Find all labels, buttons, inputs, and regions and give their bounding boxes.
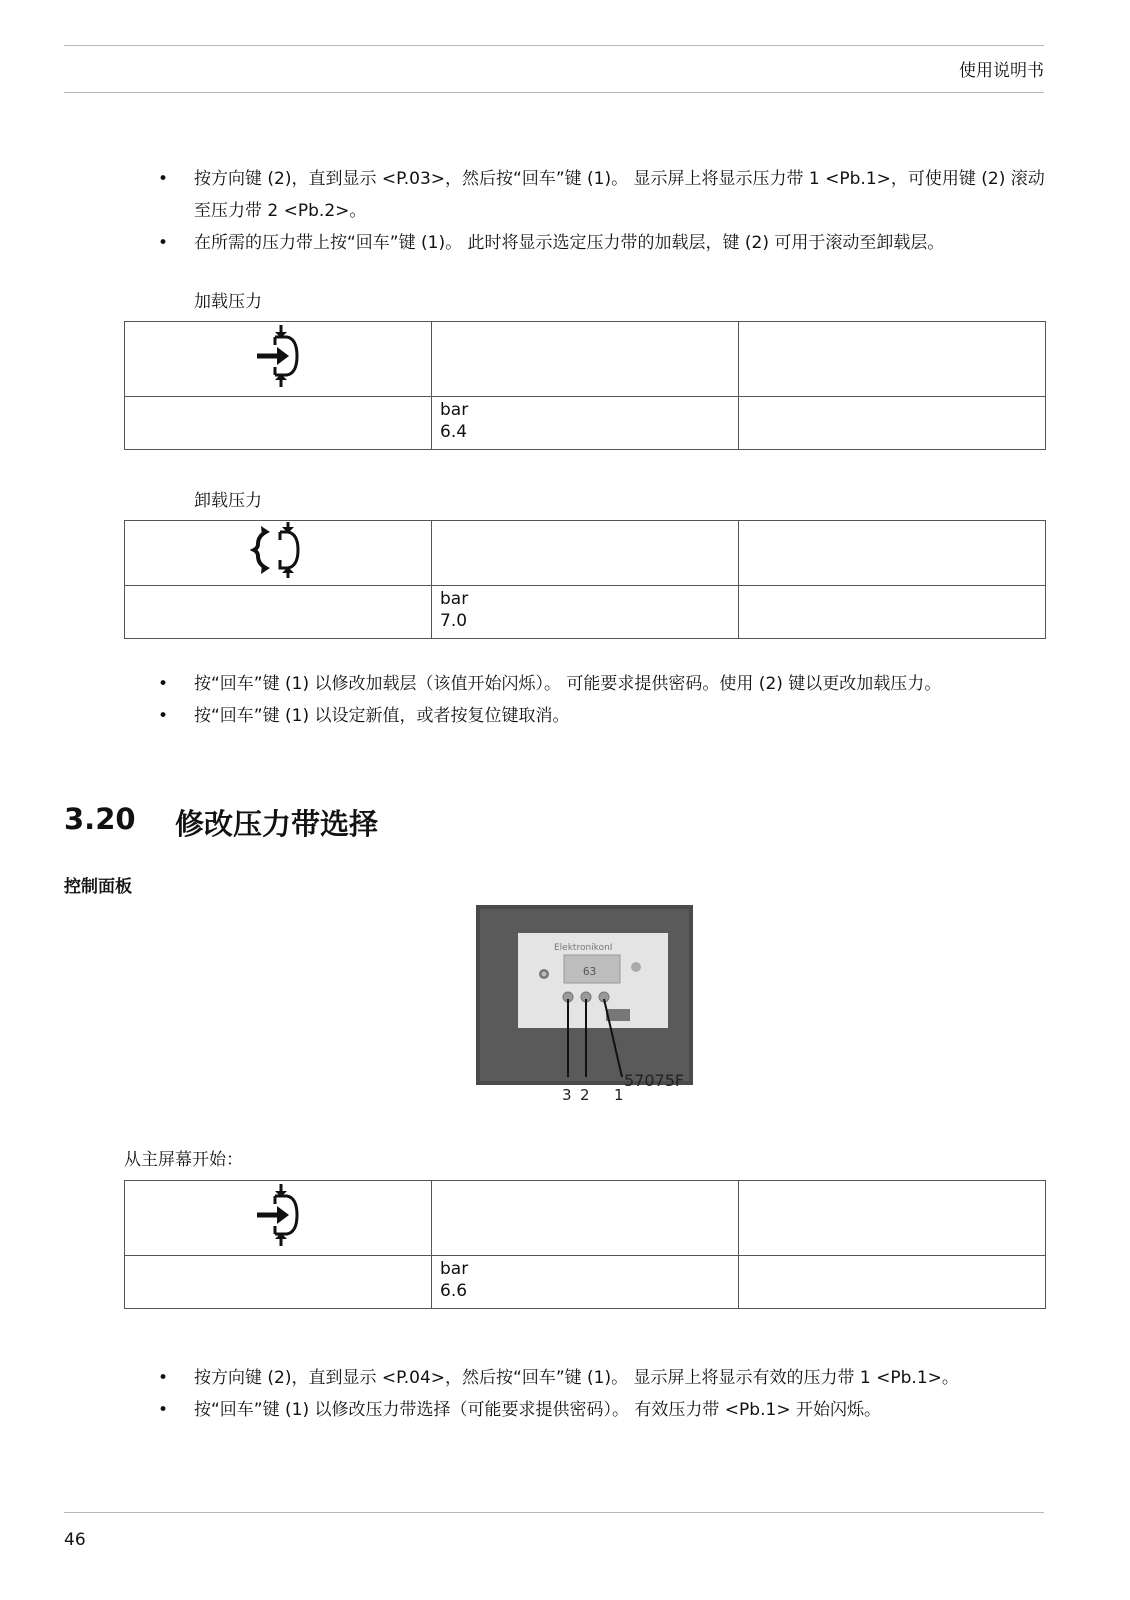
header-rule-top xyxy=(64,45,1044,46)
panel-brand-text: ElektronikonI xyxy=(554,943,613,953)
table-cell xyxy=(739,1256,1046,1309)
bullet-item: • 按方向键 (2)，直到显示 <P.04>，然后按“回车”键 (1)。 显示屏上将显示有效的压力带 1 <Pb.1>。 xyxy=(158,1362,1048,1394)
unit-text: bar xyxy=(440,589,469,609)
icon-cell xyxy=(125,521,432,586)
table-cell xyxy=(125,1256,432,1309)
bullet-list-modify xyxy=(158,668,1048,732)
bullet-list-band-selection xyxy=(158,1362,1048,1426)
unload-pressure-label: 卸载压力 xyxy=(194,491,262,511)
control-panel-figure xyxy=(476,905,693,1110)
figure-id: 57075F xyxy=(624,1071,685,1090)
main-screen-table xyxy=(124,1180,1046,1309)
start-from-main-screen-label: 从主屏幕开始： xyxy=(124,1150,243,1170)
table-cell xyxy=(125,586,432,639)
bullet-item: • 按“回车”键 (1) 以修改压力带选择（可能要求提供密码）。 有效压力带 <Pb.1> 开始闪烁。 xyxy=(158,1394,1048,1426)
header-rule-bottom xyxy=(64,92,1044,93)
footer-rule xyxy=(64,1512,1044,1513)
value-text: 6.4 xyxy=(440,422,468,442)
callout-1: 1 xyxy=(614,1086,624,1104)
table-cell xyxy=(432,1181,739,1256)
section-number: 3.20 xyxy=(64,802,136,836)
bullet-item: • 在所需的压力带上按“回车”键 (1)。 此时将显示选定压力带的加载层，键 (2) 可用于滚动至卸载层。 xyxy=(158,227,1048,259)
callout-3: 3 xyxy=(562,1086,572,1104)
bullet-item: • 按“回车”键 (1) 以设定新值，或者按复位键取消。 xyxy=(158,700,1048,732)
table-cell xyxy=(739,1181,1046,1256)
unload-pressure-icon xyxy=(250,522,306,578)
value-text: 6.6 xyxy=(440,1281,468,1301)
unit-text: bar xyxy=(440,1259,469,1279)
table-cell xyxy=(739,586,1046,639)
load-pressure-icon xyxy=(253,325,303,387)
table-cell-value xyxy=(432,1256,739,1309)
control-panel-illustration xyxy=(476,905,693,1110)
value-text: 7.0 xyxy=(440,611,468,631)
table-cell xyxy=(432,322,739,397)
table-cell xyxy=(739,521,1046,586)
load-pressure-table xyxy=(124,321,1046,450)
table-cell xyxy=(739,322,1046,397)
bullet-item: • 按方向键 (2)，直到显示 <P.03>，然后按“回车”键 (1)。 显示屏上将显示压力带 1 <Pb.1>，可使用键 (2) 滚动至压力带 2 <Pb.2>。 xyxy=(158,163,1048,227)
table-cell xyxy=(739,397,1046,450)
table-cell xyxy=(125,397,432,450)
icon-cell xyxy=(125,1181,432,1256)
unit-text: bar xyxy=(440,400,469,420)
section-title: 修改压力带选择 xyxy=(175,807,379,841)
table-cell-value xyxy=(432,397,739,450)
page-number: 46 xyxy=(64,1530,86,1550)
panel-display-value: 63 xyxy=(583,965,597,978)
subheading-control-panel: 控制面板 xyxy=(64,877,132,897)
table-cell xyxy=(432,521,739,586)
unload-pressure-table xyxy=(124,520,1046,639)
table-cell-value xyxy=(432,586,739,639)
icon-cell xyxy=(125,322,432,397)
bullet-list-intro xyxy=(158,163,1048,259)
bullet-item: • 按“回车”键 (1) 以修改加载层（该值开始闪烁）。 可能要求提供密码。使用 (2) 键以更改加载压力。 xyxy=(158,668,1048,700)
load-pressure-label: 加载压力 xyxy=(194,292,262,312)
callout-2: 2 xyxy=(580,1086,590,1104)
load-pressure-icon xyxy=(253,1184,303,1246)
document-title: 使用说明书 xyxy=(959,61,1044,81)
